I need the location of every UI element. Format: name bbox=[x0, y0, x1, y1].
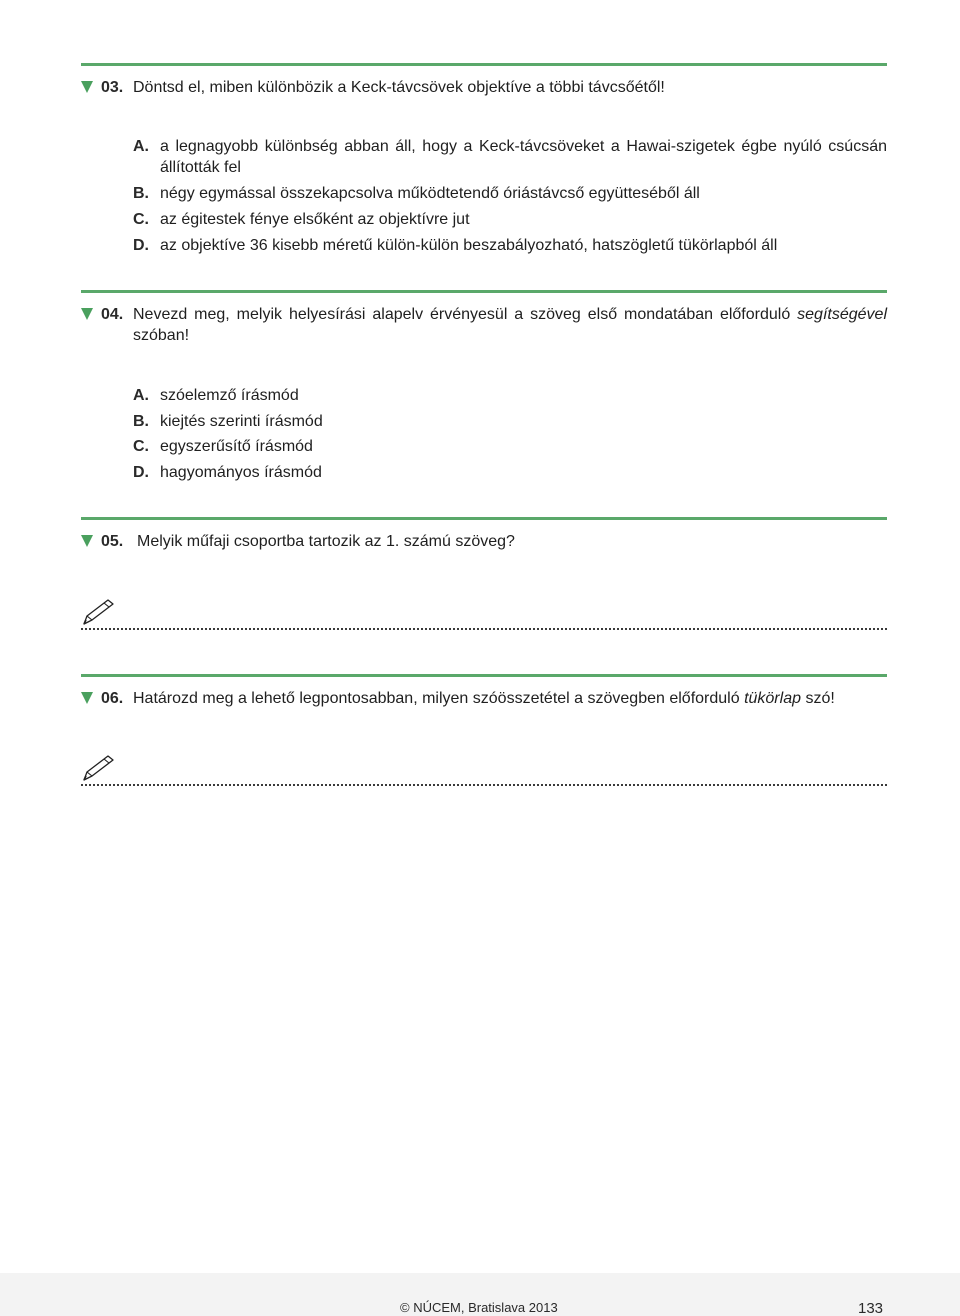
option-text: egyszerűsítő írásmód bbox=[160, 438, 313, 455]
question-06-rule bbox=[81, 674, 887, 677]
question-number: 04. bbox=[101, 306, 124, 323]
option-text: az égitestek fénye elsőként az objektívre jut bbox=[160, 211, 470, 228]
option-letter: D. bbox=[133, 237, 149, 254]
question-text-part: szóban! bbox=[133, 327, 190, 344]
answer-line[interactable] bbox=[81, 784, 887, 786]
question-03-rule bbox=[81, 63, 887, 66]
question-text-part: Nevezd meg, melyik helyesírási alapelv érvényesül a szöveg első mondatában előforduló bbox=[133, 306, 791, 323]
option-text: szóelemző írásmód bbox=[160, 387, 299, 404]
triangle-marker-icon bbox=[81, 81, 93, 93]
question-text bbox=[133, 304, 887, 346]
answer-line[interactable] bbox=[81, 628, 887, 630]
question-text-italic: tükörlap bbox=[744, 690, 801, 707]
option-text: az objektíve 36 kisebb méretű külön-külön beszabályozható, hatszögletű tükörlapból áll bbox=[160, 237, 778, 254]
option-letter: B. bbox=[133, 413, 149, 430]
question-text-part: szó! bbox=[805, 690, 835, 707]
option-text: a legnagyobb különbség abban áll, hogy a Keck-távcsöveket a Hawai-szigetek égbe nyúló csúcsán állították fel bbox=[160, 138, 887, 176]
question-05-rule bbox=[81, 517, 887, 520]
question-text: Döntsd el, miben különbözik a Keck-távcsövek objektíve a többi távcsőétől! bbox=[133, 79, 665, 96]
question-number: 06. bbox=[101, 690, 124, 707]
option-letter: D. bbox=[133, 464, 149, 481]
option-text: négy egymással összekapcsolva működtetendő óriástávcső együtteséből áll bbox=[160, 185, 700, 202]
copyright-text: © NÚCEM, Bratislava 2013 bbox=[400, 1300, 558, 1315]
question-text-italic: segítségével bbox=[797, 306, 887, 323]
pen-icon bbox=[82, 754, 116, 782]
question-text-part: Határozd meg a lehető legpontosabban, milyen szóösszetétel a szövegben előforduló bbox=[133, 690, 740, 707]
triangle-marker-icon bbox=[81, 535, 93, 547]
option-letter: C. bbox=[133, 211, 149, 228]
option-text: kiejtés szerinti írásmód bbox=[160, 413, 323, 430]
question-04-header bbox=[81, 304, 887, 346]
triangle-marker-icon bbox=[81, 692, 93, 704]
triangle-marker-icon bbox=[81, 308, 93, 320]
question-number: 03. bbox=[101, 79, 124, 96]
option-letter: B. bbox=[133, 185, 149, 202]
option-letter: C. bbox=[133, 438, 149, 455]
option-text: hagyományos írásmód bbox=[160, 464, 322, 481]
question-text: Melyik műfaji csoportba tartozik az 1. számú szöveg? bbox=[137, 533, 515, 550]
question-number: 05. bbox=[101, 533, 124, 550]
option-letter: A. bbox=[133, 387, 149, 404]
pen-icon bbox=[82, 598, 116, 626]
page-number: 133 bbox=[858, 1300, 884, 1316]
question-text bbox=[133, 688, 887, 709]
option-letter: A. bbox=[133, 138, 149, 155]
question-04-rule bbox=[81, 290, 887, 293]
